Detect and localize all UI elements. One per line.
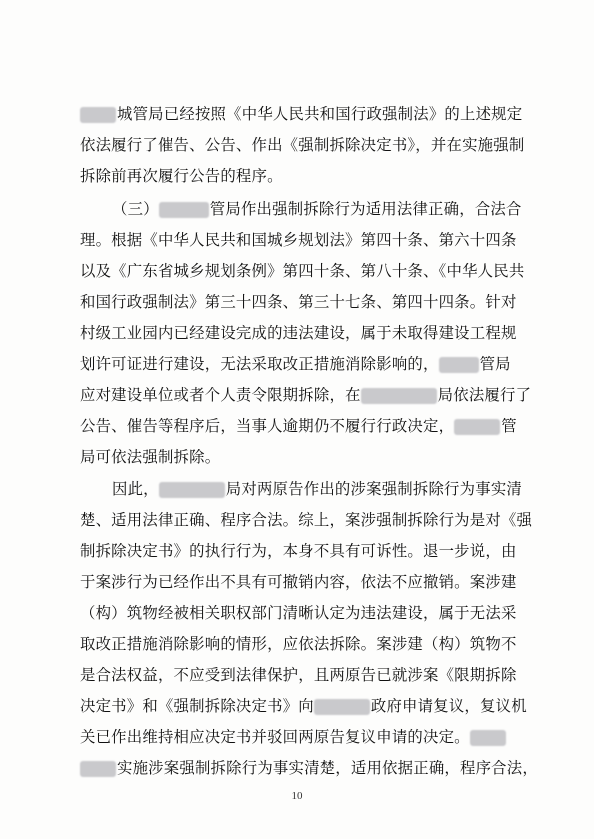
section-number: （三）	[112, 200, 159, 218]
text-segment: 局对两原告作出的涉案强制拆除行为事实清	[225, 480, 523, 498]
text-segment: 应对建设单位或者个人责令限期拆除，在	[80, 386, 361, 404]
text-segment: 实施涉案强制拆除行为事实清楚，适用依据正确，程序合法，	[117, 759, 538, 777]
text-segment: 划许可证进行建设，无法采取改正措施消除影响的，	[80, 355, 439, 373]
text-segment: 是合法权益，不应受到法律保护，且两原告已就涉案《限期拆除	[80, 666, 517, 684]
text-line-2	[80, 132, 524, 158]
text-line-5	[80, 227, 517, 253]
text-line-19	[80, 662, 517, 688]
text-line-12	[80, 444, 220, 470]
text-segment: 于案涉行为已经作出不具有可撤销内容，依法不应撤销。案涉建	[80, 573, 517, 591]
text-line-22	[80, 755, 538, 781]
text-segment: 拆除前再次履行公告的程序。	[80, 167, 283, 185]
redacted-block	[159, 482, 225, 498]
text-line-8	[80, 320, 517, 346]
text-segment: 关已作出维持相应决定书并驳回两原告复议申请的决定。	[80, 728, 470, 746]
text-line-17	[80, 600, 517, 626]
text-line-15	[80, 538, 517, 564]
redacted-block	[361, 388, 437, 404]
text-segment: 公告、催告等程序后，当事人逾期仍不履行行政决定，	[80, 417, 455, 435]
redacted-block	[159, 202, 209, 218]
redacted-block	[439, 357, 479, 373]
text-segment: 和国行政强制法》第三十四条、第三十七条、第四十四条。针对	[80, 293, 517, 311]
text-segment: 政府申请复议，复议机	[370, 697, 527, 715]
text-segment: 理。根据《中华人民共和国城乡规划法》第四十条、第六十四条	[80, 231, 517, 249]
text-segment: （构）筑物经被相关职权部门清晰认定为违法建设，属于无法采	[80, 604, 517, 622]
text-line-3	[80, 163, 283, 189]
text-segment: 管局	[479, 355, 511, 373]
text-line-14	[80, 507, 532, 533]
text-segment: 因此，	[112, 480, 159, 498]
text-segment: 管	[501, 417, 517, 435]
text-segment: 村级工业园内已经建设完成的违法建设，属于未取得建设工程规	[80, 324, 517, 342]
text-line-7	[80, 289, 517, 315]
text-segment: 楚、适用法律正确、程序合法。综上，案涉强制拆除行为是对《强	[80, 511, 533, 529]
text-line-11	[80, 413, 517, 439]
redacted-block	[314, 699, 370, 715]
text-segment: 以及《广东省城乡规划条例》第四十条、第八十条、《中华人民共	[80, 262, 525, 280]
text-line-4	[112, 196, 522, 222]
text-segment: 城管局已经按照《中华人民共和国行政强制法》的上述规定	[117, 105, 523, 123]
text-segment: 局依法履行了	[437, 386, 532, 404]
redacted-block	[80, 107, 116, 123]
text-line-21	[80, 724, 507, 750]
text-segment: 决定书》和《强制拆除决定书》向	[80, 697, 314, 715]
text-line-9	[80, 351, 511, 377]
text-line-6	[80, 258, 524, 284]
text-line-20	[80, 693, 527, 719]
text-line-10	[80, 382, 531, 408]
redacted-block	[80, 761, 116, 777]
redacted-block	[470, 730, 506, 746]
text-line-1	[80, 101, 522, 127]
text-segment: 依法履行了催告、公告、作出《强制拆除决定书》，并在实施强制	[80, 136, 525, 154]
text-segment: 管局作出强制拆除行为适用法律正确，合法合	[209, 200, 522, 218]
text-line-18	[80, 631, 517, 657]
text-line-13	[112, 476, 522, 502]
redacted-block	[454, 419, 500, 435]
text-segment: 局可依法强制拆除。	[80, 448, 221, 466]
text-line-16	[80, 569, 517, 595]
page-number: 10	[291, 790, 303, 802]
text-segment: 制拆除决定书》的执行行为，本身不具有可诉性。退一步说，由	[80, 542, 517, 560]
text-segment: 取改正措施消除影响的情形，应依法拆除。案涉建（构）筑物不	[80, 635, 517, 653]
